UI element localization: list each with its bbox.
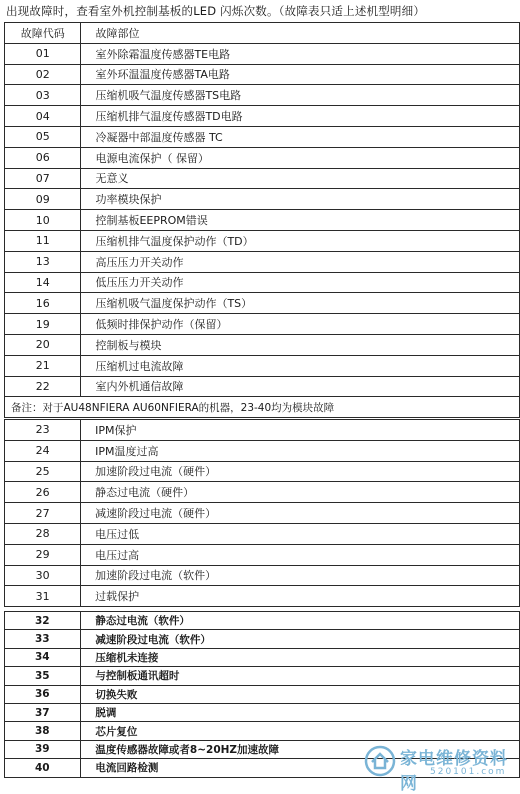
watermark-text: 家电维修资料网 bbox=[400, 749, 508, 794]
table-row bbox=[5, 334, 520, 355]
table-row bbox=[5, 523, 520, 544]
fault-code-cell: 37 bbox=[5, 703, 81, 721]
fault-code-cell: 23 bbox=[5, 420, 81, 441]
table-row bbox=[5, 482, 520, 503]
table-row bbox=[5, 230, 520, 251]
watermark-url: 520101.com bbox=[430, 767, 507, 777]
fault-location-cell: 静态过电流（软件） bbox=[81, 612, 520, 630]
fault-code-cell: 07 bbox=[5, 168, 81, 189]
note-text: 备注：对于AU48NFIERA AU60NFIERA的机器，23-40均为模块故障 bbox=[5, 397, 520, 418]
fault-location-cell: 过载保护 bbox=[81, 586, 520, 607]
table-row bbox=[5, 314, 520, 335]
fault-location-cell: 减速阶段过电流（硬件） bbox=[81, 503, 520, 524]
fault-location-cell: 减速阶段过电流（软件） bbox=[81, 630, 520, 648]
note-row bbox=[5, 397, 520, 418]
header-code: 故障代码 bbox=[5, 23, 81, 44]
fault-location-cell: 温度传感器故障或者8~20HZ加速故障 bbox=[81, 740, 520, 758]
fault-location-cell: 室外除霜温度传感器TE电路 bbox=[81, 43, 520, 64]
table-row bbox=[5, 667, 520, 685]
fault-code-cell: 04 bbox=[5, 106, 81, 127]
table-row bbox=[5, 210, 520, 231]
fault-code-cell: 09 bbox=[5, 189, 81, 210]
fault-location-cell: IPM温度过高 bbox=[81, 440, 520, 461]
table-row bbox=[5, 147, 520, 168]
fault-code-cell: 05 bbox=[5, 126, 81, 147]
fault-table-module bbox=[4, 419, 520, 607]
table-row bbox=[5, 612, 520, 630]
fault-location-cell: 控制基板EEPROM错误 bbox=[81, 210, 520, 231]
fault-code-cell: 33 bbox=[5, 630, 81, 648]
fault-code-cell: 20 bbox=[5, 334, 81, 355]
fault-location-cell: 控制板与模块 bbox=[81, 334, 520, 355]
fault-location-cell: 压缩机未连接 bbox=[81, 648, 520, 666]
fault-location-cell: 高压压力开关动作 bbox=[81, 251, 520, 272]
fault-location-cell: 切换失败 bbox=[81, 685, 520, 703]
fault-location-cell: 冷凝器中部温度传感器 TC bbox=[81, 126, 520, 147]
fault-code-cell: 22 bbox=[5, 376, 81, 397]
fault-code-cell: 25 bbox=[5, 461, 81, 482]
table-row bbox=[5, 126, 520, 147]
fault-code-cell: 27 bbox=[5, 503, 81, 524]
fault-code-cell: 01 bbox=[5, 43, 81, 64]
fault-code-cell: 03 bbox=[5, 85, 81, 106]
fault-location-cell: 脱调 bbox=[81, 703, 520, 721]
table-row bbox=[5, 168, 520, 189]
table-row bbox=[5, 64, 520, 85]
fault-location-cell: 加速阶段过电流（软件） bbox=[81, 565, 520, 586]
table-row bbox=[5, 685, 520, 703]
fault-location-cell: 压缩机排气温度保护动作（TD） bbox=[81, 230, 520, 251]
fault-location-cell: 低压压力开关动作 bbox=[81, 272, 520, 293]
fault-code-cell: 11 bbox=[5, 230, 81, 251]
fault-location-cell: 与控制板通讯超时 bbox=[81, 667, 520, 685]
fault-code-cell: 13 bbox=[5, 251, 81, 272]
fault-code-cell: 16 bbox=[5, 293, 81, 314]
fault-location-cell: 电源电流保护（ 保留） bbox=[81, 147, 520, 168]
table-row bbox=[5, 293, 520, 314]
table-row bbox=[5, 43, 520, 64]
table-row bbox=[5, 648, 520, 666]
fault-code-cell: 02 bbox=[5, 64, 81, 85]
fault-location-cell: 电流回路检测 bbox=[81, 759, 520, 777]
fault-table-main bbox=[4, 22, 520, 418]
fault-location-cell: 压缩机过电流故障 bbox=[81, 355, 520, 376]
fault-code-cell: 26 bbox=[5, 482, 81, 503]
table-row bbox=[5, 703, 520, 721]
fault-code-cell: 06 bbox=[5, 147, 81, 168]
table-row bbox=[5, 565, 520, 586]
table-row bbox=[5, 355, 520, 376]
fault-location-cell: 电压过低 bbox=[81, 523, 520, 544]
fault-code-cell: 30 bbox=[5, 565, 81, 586]
header-desc: 故障部位 bbox=[81, 23, 520, 44]
fault-location-cell: 低频时排保护动作（保留） bbox=[81, 314, 520, 335]
fault-code-cell: 24 bbox=[5, 440, 81, 461]
fault-location-cell: 压缩机吸气温度传感器TS电路 bbox=[81, 85, 520, 106]
table-row bbox=[5, 106, 520, 127]
fault-code-cell: 34 bbox=[5, 648, 81, 666]
table-row bbox=[5, 376, 520, 397]
fault-code-cell: 28 bbox=[5, 523, 81, 544]
fault-code-cell: 29 bbox=[5, 544, 81, 565]
table-row bbox=[5, 586, 520, 607]
table-row bbox=[5, 461, 520, 482]
intro-text: 出现故障时，查看室外机控制基板的LED 闪烁次数。（故障表只适上述机型明细） bbox=[6, 4, 426, 18]
fault-code-cell: 14 bbox=[5, 272, 81, 293]
fault-location-cell: 加速阶段过电流（硬件） bbox=[81, 461, 520, 482]
fault-code-cell: 31 bbox=[5, 586, 81, 607]
site-watermark bbox=[364, 743, 514, 794]
table-row bbox=[5, 630, 520, 648]
fault-code-cell: 21 bbox=[5, 355, 81, 376]
fault-location-cell: 无意义 bbox=[81, 168, 520, 189]
table-row bbox=[5, 251, 520, 272]
fault-code-cell: 19 bbox=[5, 314, 81, 335]
fault-code-cell: 32 bbox=[5, 612, 81, 630]
table-row bbox=[5, 272, 520, 293]
table-row bbox=[5, 440, 520, 461]
table-row bbox=[5, 189, 520, 210]
fault-code-cell: 10 bbox=[5, 210, 81, 231]
fault-code-cell: 40 bbox=[5, 759, 81, 777]
fault-location-cell: IPM保护 bbox=[81, 420, 520, 441]
table-row bbox=[5, 722, 520, 740]
fault-location-cell: 室外环温温度传感器TA电路 bbox=[81, 64, 520, 85]
fault-code-cell: 38 bbox=[5, 722, 81, 740]
fault-code-cell: 35 bbox=[5, 667, 81, 685]
fault-location-cell: 室内外机通信故障 bbox=[81, 376, 520, 397]
fault-location-cell: 电压过高 bbox=[81, 544, 520, 565]
table-row bbox=[5, 503, 520, 524]
fault-location-cell: 压缩机吸气温度保护动作（TS） bbox=[81, 293, 520, 314]
fault-location-cell: 静态过电流（硬件） bbox=[81, 482, 520, 503]
table-header-row bbox=[5, 23, 520, 44]
fault-code-cell: 39 bbox=[5, 740, 81, 758]
table-row bbox=[5, 85, 520, 106]
fault-location-cell: 功率模块保护 bbox=[81, 189, 520, 210]
table-row bbox=[5, 544, 520, 565]
fault-location-cell: 压缩机排气温度传感器TD电路 bbox=[81, 106, 520, 127]
fault-location-cell: 芯片复位 bbox=[81, 722, 520, 740]
fault-code-cell: 36 bbox=[5, 685, 81, 703]
table-row bbox=[5, 420, 520, 441]
house-logo-icon bbox=[364, 745, 396, 777]
